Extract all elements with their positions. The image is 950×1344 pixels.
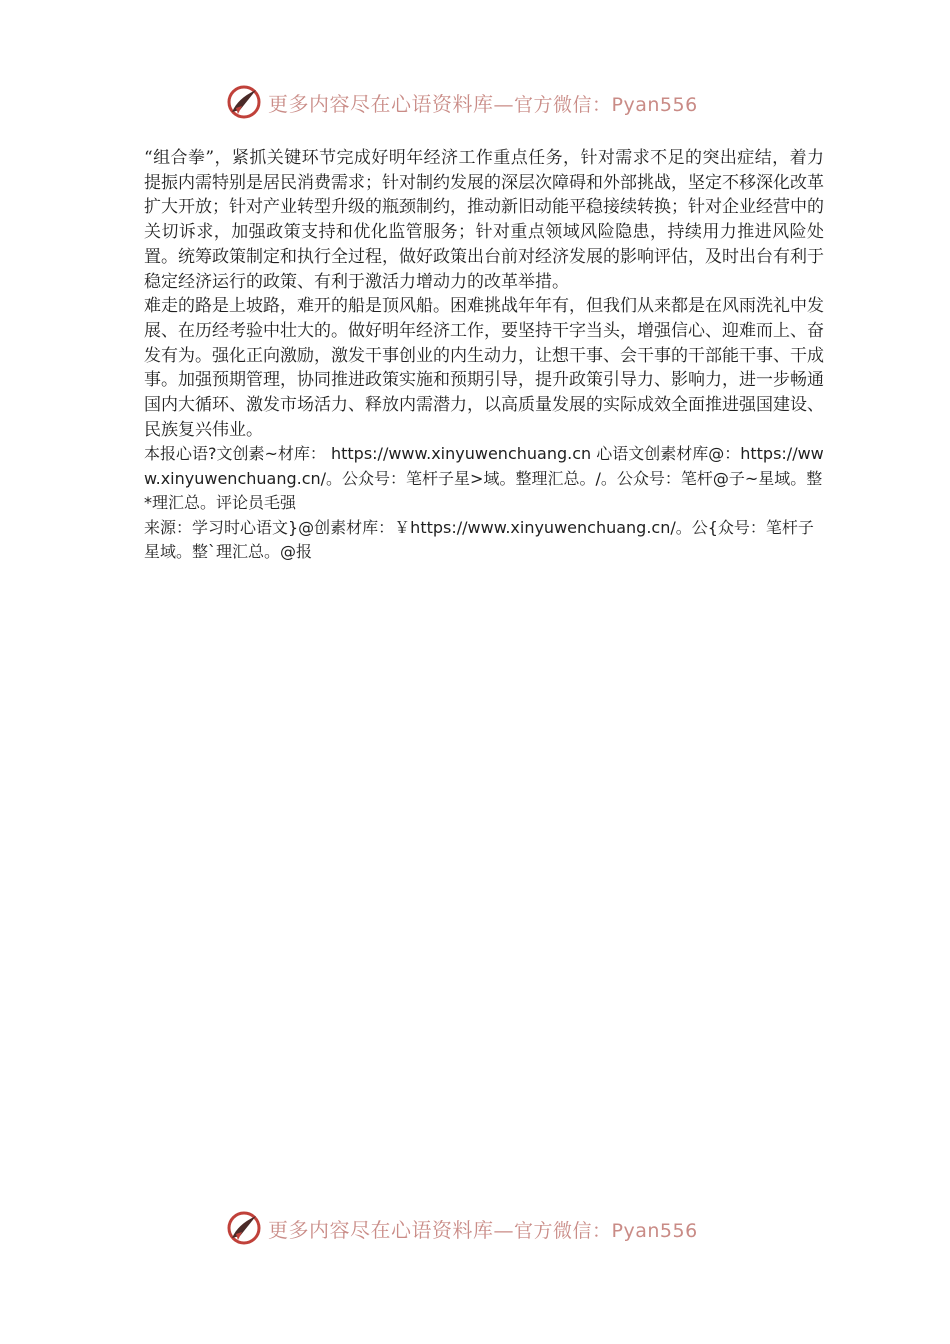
header-banner [226, 84, 698, 120]
header-banner-main: 更多内容尽在心语资料库— [268, 91, 514, 116]
footer-banner [226, 1210, 698, 1246]
paragraph-1: “组合拳”，紧抓关键环节完成好明年经济工作重点任务，针对需求不足的突出症结，着力提振内需特别是居民消费需求；针对制约发展的深层次障碍和外部挑战，坚定不移深化改革扩大开放；针对产业转型升级的瓶颈制约，推动新旧动能平稳接续转换；针对企业经营中的关切诉求，加强政策支持和优化监管服务；针对重点领域风险隐患，持续用力推进风险处置。统筹政策制定和执行全过程，做好政策出台前对经济发展的影响评估，及时出台有利于稳定经济运行的政策、有利于激活力增动力的改革举措。 [144, 148, 824, 292]
pen-logo-icon [226, 1210, 262, 1246]
footer-banner-main: 更多内容尽在心语资料库— [268, 1217, 514, 1242]
paragraph-2: 难走的路是上坡路，难开的船是顶风船。困难挑战年年有，但我们从来都是在风雨洗礼中发展、在历经考验中壮大的。做好明年经济工作，要坚持干字当头，增强信心、迎难而上、奋发有为。强化正向激励，激发干事创业的内生动力，让想干事、会干事的干部能干事、干成事。加强预期管理，协同推进政策实施和预期引导，提升政策引导力、影响力，进一步畅通国内大循环、激发市场活力、释放内需潜力，以高质量发展的实际成效全面推进强国建设、民族复兴伟业。 [144, 296, 824, 440]
article-body [144, 146, 824, 565]
header-banner-text [268, 88, 698, 117]
header-banner-id: Pyan556 [611, 93, 698, 116]
footer-banner-label: 官方微信： [514, 1219, 612, 1242]
pen-logo-icon [226, 84, 262, 120]
footer-banner-id: Pyan556 [611, 1219, 698, 1242]
source-line-2: 来源：学习时心语文}@创素材库：￥https://www.xinyuwenchuang.cn/。公{众号：笔杆子星域。整`理汇总。@报 [144, 517, 814, 562]
footer-banner-text [268, 1214, 698, 1243]
header-banner-label: 官方微信： [514, 93, 612, 116]
source-line-1: 本报心语?文创素~材库： https://www.xinyuwenchuang.cn 心语文创素材库@：https://www.xinyuwenchuang.cn/。公众号：笔杆子星>域。整理汇总。/。公众号：笔杆@子~星域。整*理汇总。评论员毛强 [144, 444, 824, 513]
